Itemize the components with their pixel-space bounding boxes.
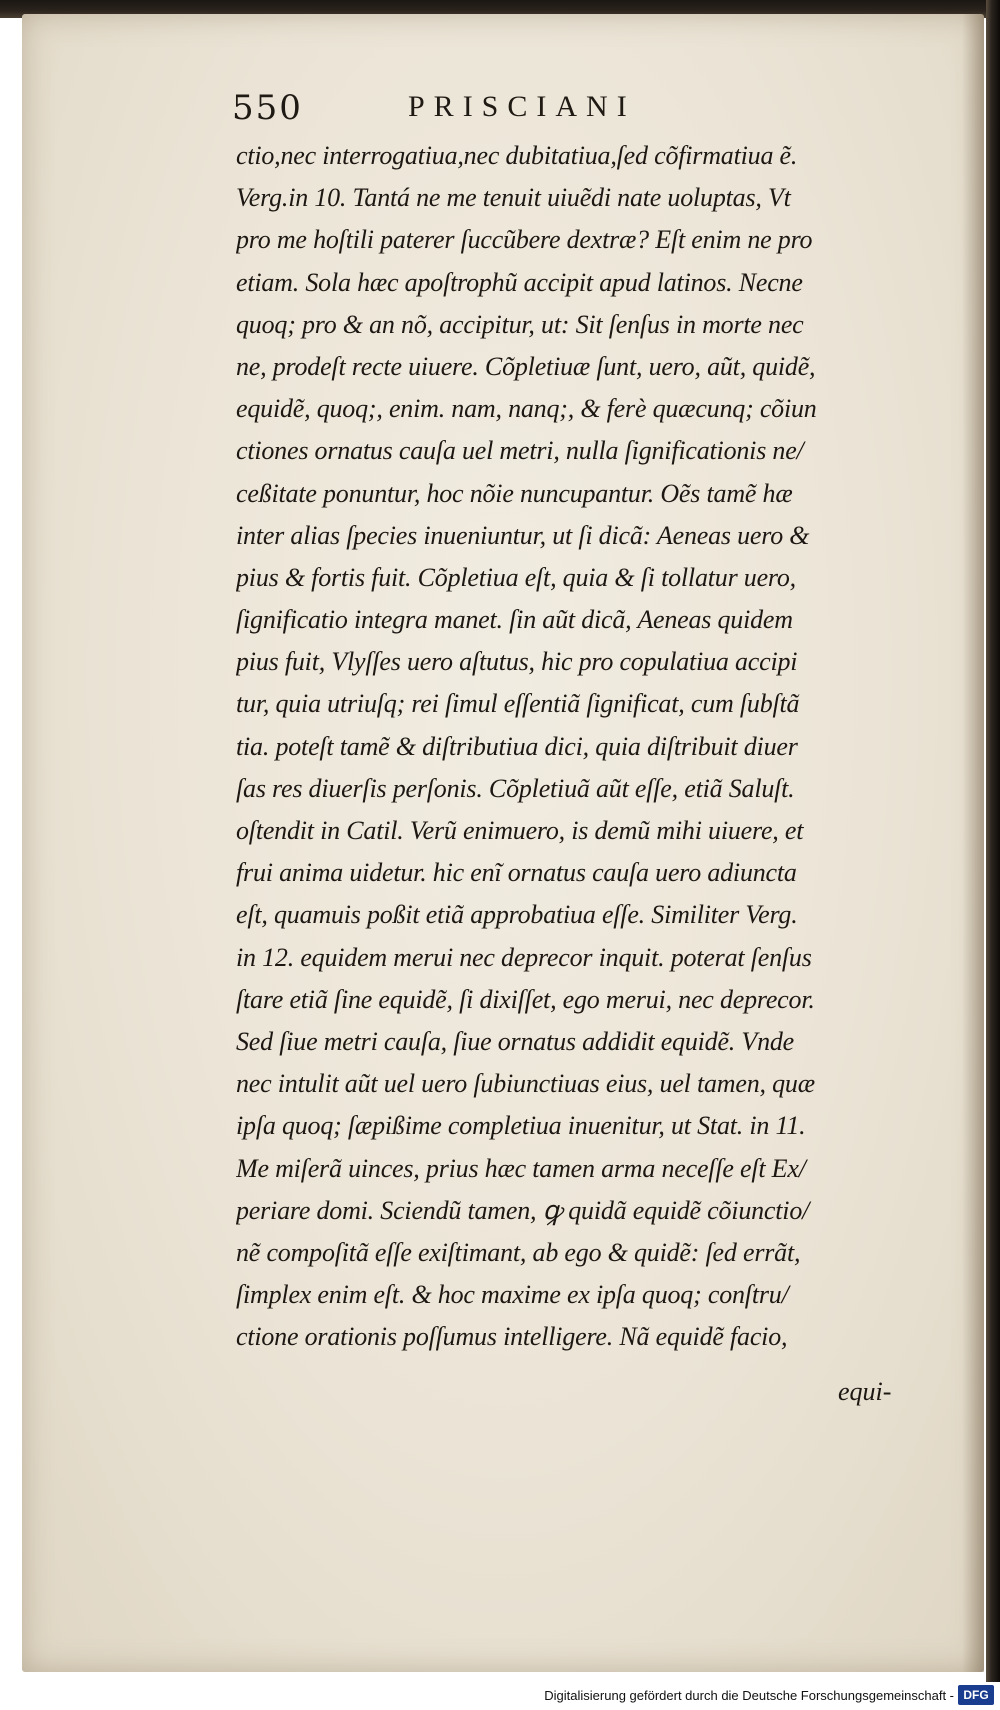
text-line: ſtare etiã ſine equidẽ, ſi dixiſſet, ego merui, nec deprecor. <box>236 984 815 1014</box>
text-line: pius & fortis fuit. Cõpletiua eſt, quia & ſi tollatur uero, <box>236 562 796 592</box>
text-line: quoq; pro & an nõ, accipitur, ut: Sit ſenſus in morte nec <box>236 309 804 339</box>
text-line: ſignificatio integra manet. ſin aũt dicã, Aeneas quidem <box>236 605 793 635</box>
running-title: PRISCIANI <box>408 90 636 123</box>
funding-credit: Digitalisierung gefördert durch die Deutsche Forschungsgemeinschaft - <box>544 1688 954 1703</box>
text-line: tia. poteſt tamẽ & diſtributiua dici, quia diſtribuit diuer <box>236 731 798 761</box>
text-line: nec intulit aũt uel uero ſubiunctiuas eius, uel tamen, quæ <box>236 1069 815 1099</box>
text-line: equidẽ, quoq;, enim. nam, nanq;, & ferè quæcunq; cõiun <box>236 394 817 424</box>
page-header <box>232 88 792 132</box>
dfg-logo: DFG <box>958 1685 994 1705</box>
text-line: ne, prodeſt recte uiuere. Cõpletiuæ ſunt, uero, aũt, quidẽ, <box>236 351 816 381</box>
text-line: nẽ compoſitã eſſe exiſtimant, ab ego & quidẽ: ſed errãt, <box>236 1237 801 1267</box>
text-line: in 12. equidem merui nec deprecor inquit. poterat ſenſus <box>236 942 812 972</box>
text-line: oſtendit in Catil. Verũ enimuero, is demũ mihi uiuere, et <box>236 816 804 845</box>
text-line: ipſa quoq; ſæpißime completiua inuenitur, ut Stat. in 11. <box>236 1111 806 1141</box>
book-binding-right <box>986 0 1000 1710</box>
text-line: frui anima uidetur. hic enĩ ornatus cauſa uero adiuncta <box>236 858 797 888</box>
footer-bar <box>0 1682 1000 1710</box>
text-line: tur, quia utriuſq; rei ſimul eſſentiã ſignificat, cum ſubſtã <box>236 689 800 719</box>
text-line: ctione orationis poſſumus intelligere. Nã equidẽ facio, <box>236 1322 788 1352</box>
text-line: ctio,nec interrogatiua,nec dubitatiua,ſed cõfirmatiua ẽ. <box>236 141 798 170</box>
text-line: eſt, quamuis poßit etiã approbatiua eſſe. Similiter Verg. <box>236 900 798 930</box>
text-line: etiam. Sola hæc apoſtrophũ accipit apud latinos. Necne <box>236 267 803 297</box>
text-line: periare domi. Sciendũ tamen, ꝙ quidã equidẽ cõiunctio/ <box>236 1195 810 1225</box>
text-line: pro me hoſtili paterer ſuccũbere dextræ? Eſt enim ne pro <box>236 225 813 255</box>
text-line: Sed ſiue metri cauſa, ſiue ornatus addidit equidẽ. Vnde <box>236 1026 795 1056</box>
body-text <box>236 135 926 1358</box>
text-line: Verg.in 10. Tantá ne me tenuit uiuẽdi nate uoluptas, Vt <box>236 183 791 213</box>
catchword: equi- <box>838 1377 892 1406</box>
text-line: Me miſerã uinces, prius hæc tamen arma neceſſe eſt Ex/ <box>236 1153 806 1183</box>
text-line: ceßitate ponuntur, hoc nõie nuncupantur. Oẽs tamẽ hæ <box>236 478 793 508</box>
page-gutter-shadow <box>962 14 984 1672</box>
text-line: ſimplex enim eſt. & hoc maxime ex ipſa quoq; conſtru/ <box>236 1280 789 1310</box>
text-line: ſas res diuerſis perſonis. Cõpletiuã aũt eſſe, etiã Saluſt. <box>236 773 795 803</box>
text-line: ctiones ornatus cauſa uel metri, nulla ſignificationis ne/ <box>236 436 804 466</box>
text-line: inter alias ſpecies inueniuntur, ut ſi dicã: Aeneas uero & <box>236 520 810 550</box>
page-number: 550 <box>232 88 303 128</box>
text-line: pius fuit, Vlyſſes uero aſtutus, hic pro copulatiua accipi <box>236 647 798 677</box>
